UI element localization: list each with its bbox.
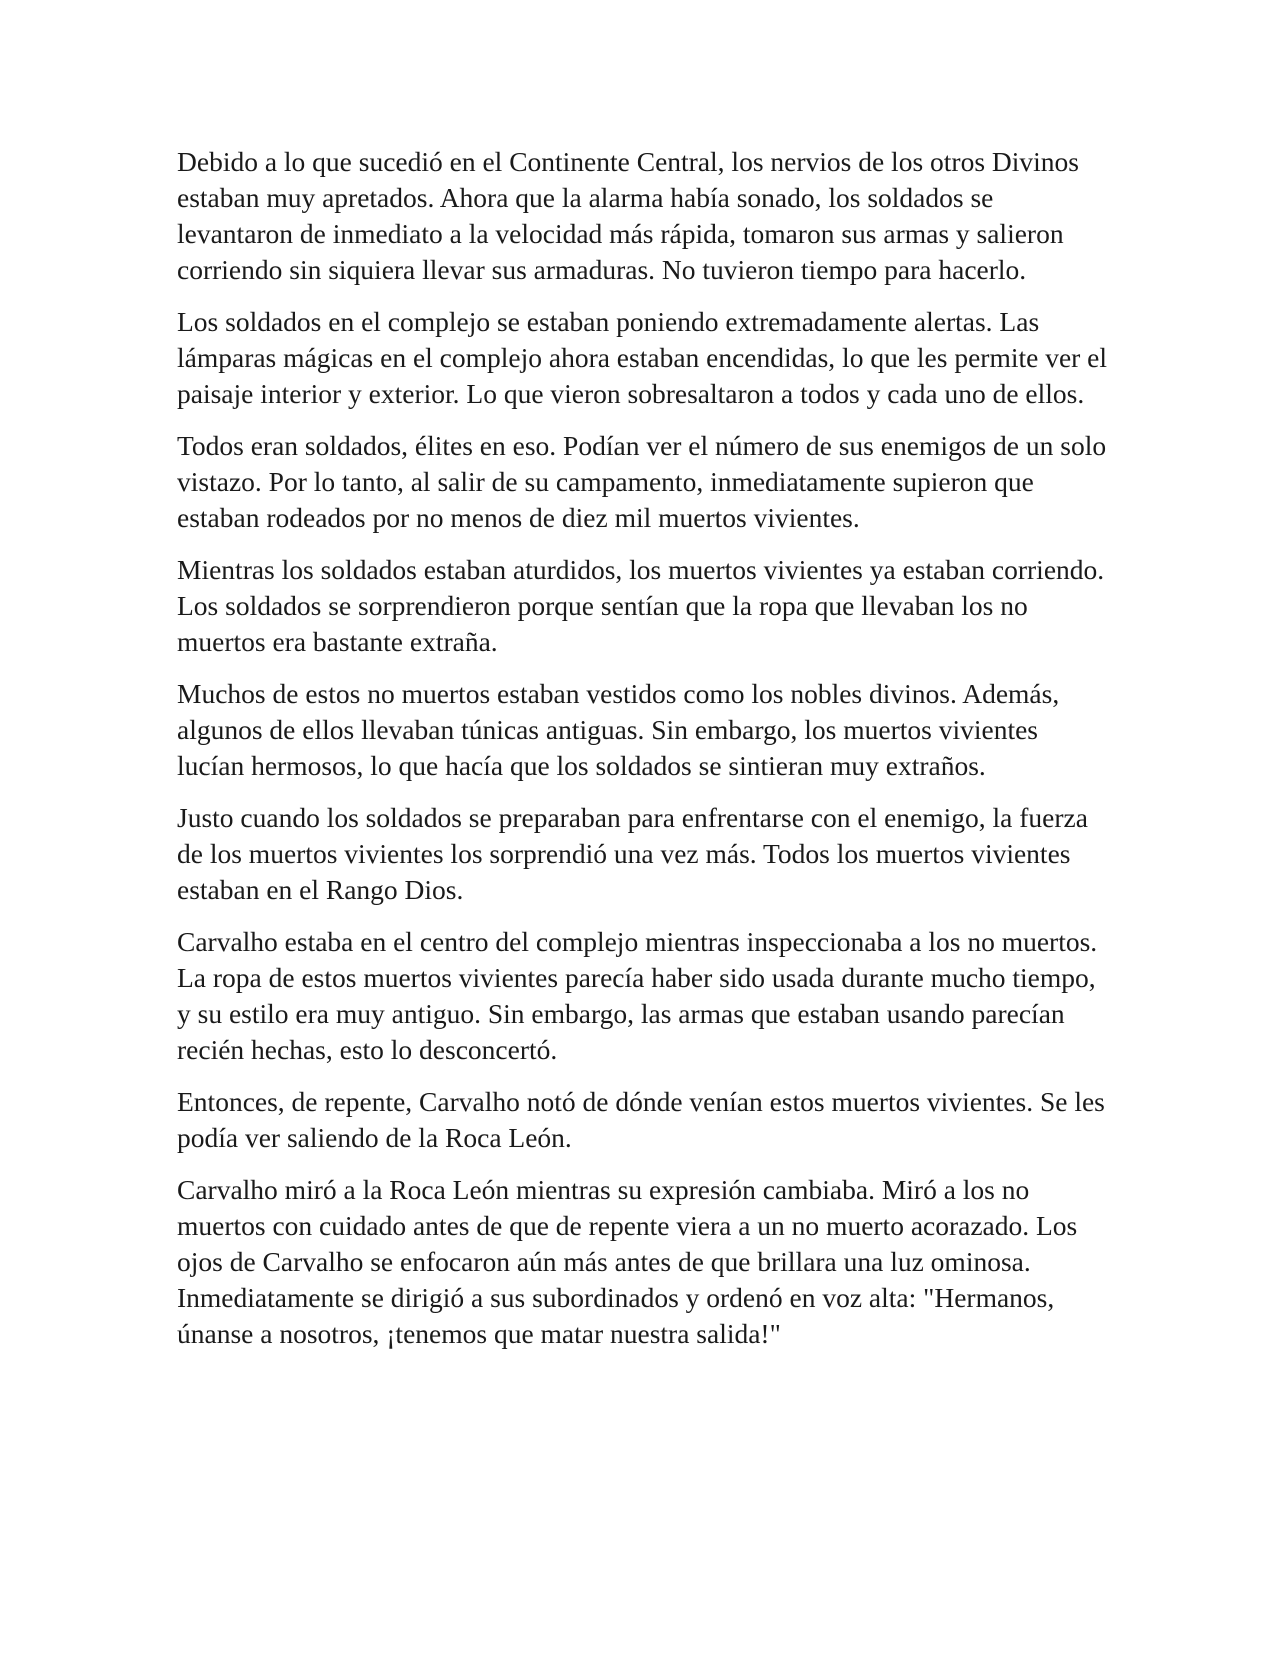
document-page [177, 144, 1112, 1368]
paragraph: Los soldados en el complejo se estaban poniendo extremadamente alertas. Las lámparas mágicas en el complejo ahora estaban encendidas, lo que les permite ver el paisaje interior y exterior. Lo que vieron sobresaltaron a todos y cada uno de ellos. [177, 306, 1108, 409]
paragraph: Entonces, de repente, Carvalho notó de dónde venían estos muertos vivientes. Se les podía ver saliendo de la Roca León. [177, 1086, 1105, 1153]
paragraph: Mientras los soldados estaban aturdidos, los muertos vivientes ya estaban corriendo. Los soldados se sorprendieron porque sentían que la ropa que llevaban los no muertos era bastante extraña. [177, 554, 1105, 657]
paragraph: Debido a lo que sucedió en el Continente Central, los nervios de los otros Divinos estaban muy apretados. Ahora que la alarma había sonado, los soldados se levantaron de inmediato a la velocidad más rápida, tomaron sus armas y salieron corriendo sin siquiera llevar sus armaduras. No tuvieron tiempo para hacerlo. [177, 146, 1079, 285]
paragraph: Justo cuando los soldados se preparaban para enfrentarse con el enemigo, la fuerza de los muertos vivientes los sorprendió una vez más. Todos los muertos vivientes estaban en el Rango Dios. [177, 802, 1088, 905]
paragraph: Muchos de estos no muertos estaban vestidos como los nobles divinos. Además, algunos de ellos llevaban túnicas antiguas. Sin embargo, los muertos vivientes lucían hermosos, lo que hacía que los soldados se sintieran muy extraños. [177, 678, 1060, 781]
paragraph: Todos eran soldados, élites en eso. Podían ver el número de sus enemigos de un solo vistazo. Por lo tanto, al salir de su campamento, inmediatamente supieron que estaban rodeados por no menos de diez mil muertos vivientes. [177, 430, 1107, 533]
paragraph: Carvalho miró a la Roca León mientras su expresión cambiaba. Miró a los no muertos con cuidado antes de que de repente viera a un no muerto acorazado. Los ojos de Carvalho se enfocaron aún más antes de que brillara una luz ominosa. Inmediatamente se dirigió a sus subordinados y ordenó en voz alta: "Hermanos, únanse a nosotros, ¡tenemos que matar nuestra salida!" [177, 1174, 1078, 1349]
paragraph: Carvalho estaba en el centro del complejo mientras inspeccionaba a los no muertos. La ropa de estos muertos vivientes parecía haber sido usada durante mucho tiempo, y su estilo era muy antiguo. Sin embargo, las armas que estaban usando parecían recién hechas, esto lo desconcertó. [177, 926, 1098, 1065]
